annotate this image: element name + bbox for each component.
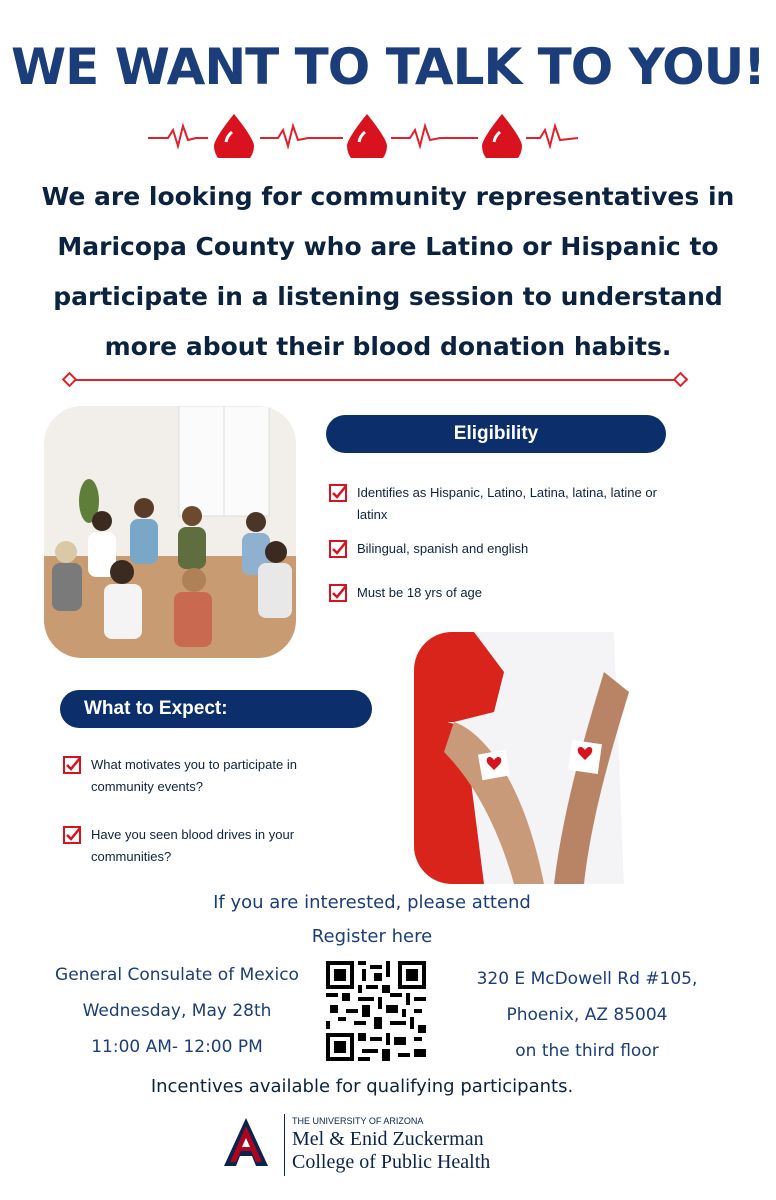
register-link[interactable]: Register here [311,926,433,947]
event-date: Wednesday, May 28th [82,1001,272,1021]
university-logo [222,1114,542,1180]
event-address [456,961,718,1069]
expect-list [63,754,363,868]
checkbox-icon [329,484,347,502]
heartbeat-divider [148,108,578,158]
address-line: on the third floor [515,1041,659,1061]
logo-divider [284,1114,285,1176]
venue: General Consulate of Mexico [55,965,299,985]
group-discussion-photo [44,406,296,658]
event-time: 11:00 AM- 12:00 PM [91,1037,263,1057]
list-item: Must be 18 yrs of age [329,582,659,604]
checkbox-icon [329,584,347,602]
section-divider [60,372,690,388]
page-title: WE WANT TO TALK TO YOU! [11,38,765,96]
qr-code[interactable] [326,961,426,1061]
checkbox-icon [63,826,81,844]
blood-drop-icon [214,114,254,158]
checkbox-icon [63,756,81,774]
checkbox-icon [329,540,347,558]
blood-drop-icon [347,114,387,158]
blood-donation-arms-photo [414,632,666,884]
what-to-expect-header: What to Expect: [60,690,372,728]
eligibility-list [329,482,659,604]
list-item: Identifies as Hispanic, Latino, Latina, latina, latine or latinx [329,482,659,526]
address-line: 320 E McDowell Rd #105, [476,969,698,989]
event-details [44,957,310,1065]
university-name: THE UNIVERSITY OF ARIZONA [292,1116,424,1126]
college-name-line2: College of Public Health [292,1151,491,1173]
interest-line: If you are interested, please attend [213,892,531,913]
list-item: Have you seen blood drives in your communities? [63,824,363,868]
intro-paragraph: We are looking for community representatives in Maricopa County who are Latino or Hispanic to participate in a listening session to understand more about their blood donation habits. [41,182,735,361]
blood-drop-icon [482,114,522,158]
college-name-line1: Mel & Enid Zuckerman [292,1128,484,1150]
address-line: Phoenix, AZ 85004 [506,1005,668,1025]
list-item: Bilingual, spanish and english [329,538,659,560]
list-item: What motivates you to participate in community events? [63,754,363,798]
eligibility-header: Eligibility [326,415,666,453]
incentives-note: Incentives available for qualifying participants. [150,1076,574,1097]
arizona-a-logo [222,1116,270,1168]
